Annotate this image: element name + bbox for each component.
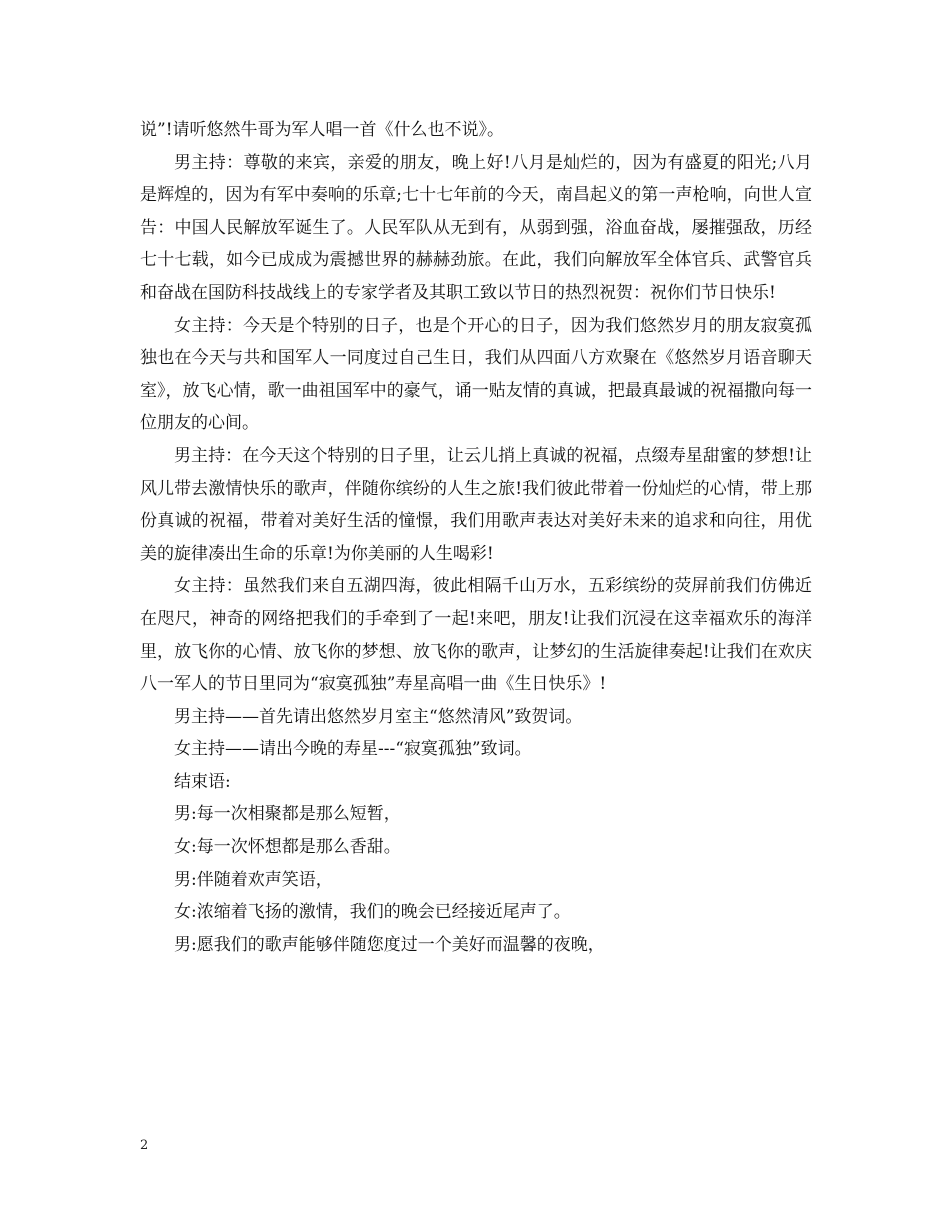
paragraph-5: 女主持：虽然我们来自五湖四海，彼此相隔千山万水，五彩缤纷的荧屏前我们仿佛近在咫尺，神奇的网络把我们的手牵到了一起!来吧，朋友!让我们沉浸在这幸福欢乐的海洋里，放飞你的心情、放飞你的梦想、放飞你的歌声，让梦幻的生活旋律奏起!让我们在欢庆八一军人的节日里同为“寂寞孤独”寿星高唱一曲《生日快乐》! bbox=[140, 576, 812, 695]
paragraph-7: 女主持——请出今晚的寿星---“寂寞孤独”致词。 bbox=[174, 739, 532, 760]
paragraph-4: 男主持：在今天这个特别的日子里，让云儿捎上真诚的祝福，点缀寿星甜蜜的梦想!让风儿带去激情快乐的歌声，伴随你缤纷的人生之旅!我们彼此带着一份灿烂的心情，带上那份真诚的祝福，带着对美好生活的憧憬，我们用歌声表达对美好未来的追求和向往，用优美的旋律凑出生命的乐章!为你美丽的人生喝彩! bbox=[140, 445, 812, 564]
paragraph-12: 女:浓缩着飞扬的激情，我们的晚会已经接近尾声了。 bbox=[174, 902, 571, 923]
document-body bbox=[140, 114, 812, 961]
paragraph-10: 女:每一次怀想都是那么香甜。 bbox=[174, 837, 401, 858]
paragraph-2: 男主持：尊敬的来宾，亲爱的朋友，晚上好!八月是灿烂的，因为有盛夏的阳光;八月是辉煌的，因为有军中奏响的乐章;七十七年前的今天，南昌起义的第一声枪响，向世人宣告：中国人民解放军诞生了。人民军队从无到有，从弱到强，浴血奋战，屡摧强敌，历经七十七载，如今已成成为震撼世界的赫赫劲旅。在此，我们向解放军全体官兵、武警官兵和奋战在国防科技战线上的专家学者及其职工致以节日的热烈祝贺：祝你们节日快乐! bbox=[140, 152, 812, 303]
paragraph-9: 男:每一次相聚都是那么短暂， bbox=[174, 804, 401, 825]
paragraph-11: 男:伴随着欢声笑语， bbox=[174, 869, 333, 890]
paragraph-6: 男主持——首先请出悠然岁月室主“悠然清风”致贺词。 bbox=[174, 706, 583, 727]
paragraph-13: 男:愿我们的歌声能够伴随您度过一个美好而温馨的夜晚， bbox=[174, 934, 605, 955]
paragraph-3: 女主持：今天是个特别的日子，也是个开心的日子，因为我们悠然岁月的朋友寂寞孤独也在今天与共和国军人一同度过自己生日，我们从四面八方欢聚在《悠然岁月语音聊天室》，放飞心情，歌一曲祖国军中的豪气，诵一贴友情的真诚，把最真最诚的祝福撒向每一位朋友的心间。 bbox=[140, 315, 812, 434]
paragraph-1: 说”!请听悠然牛哥为军人唱一首《什么也不说》。 bbox=[140, 120, 505, 140]
paragraph-8: 结束语: bbox=[174, 771, 231, 792]
page-number: 2 bbox=[140, 1138, 149, 1153]
